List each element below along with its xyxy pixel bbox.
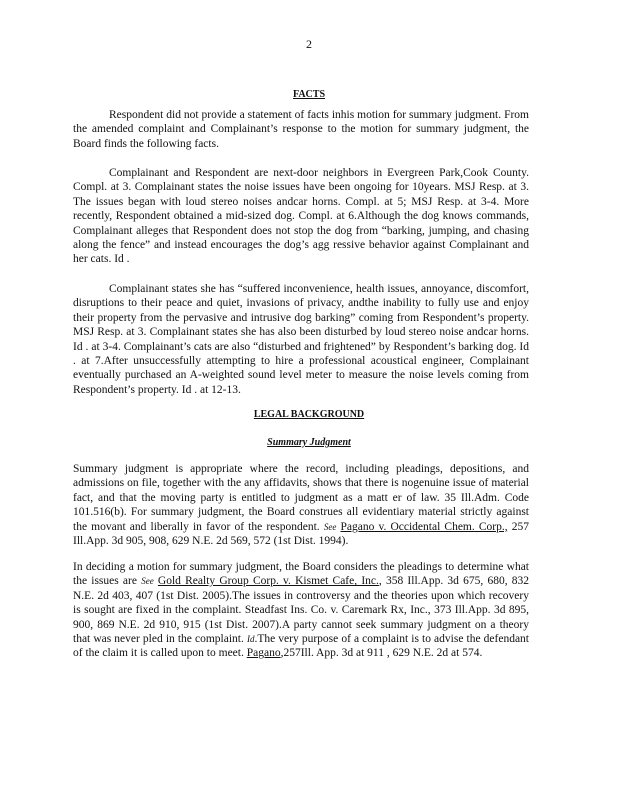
facts-heading	[0, 88, 618, 102]
see-signal: See	[141, 576, 154, 587]
facts-heading-text: FACTS	[292, 89, 326, 100]
page-number: 2	[306, 37, 312, 51]
legal-paragraph-2-text-b: , 358 Ill.App. 3d 675, 680, 832 N.E. 2d 403, 407 (1st Dist. 2005).The issues in controversy and the theories upon which recovery is sought are fixed in the complaint. Steadfast Ins. Co. v. Caremark Rx, Inc., 373 Ill.App. 3d 895, 900, 869 N.E. 2d 910, 915 (1st Dist. 2007).A party cannot seek summary judgment on a theory that was never pled in the complaint.	[73, 575, 530, 646]
facts-paragraph-2: Complainant and Respondent are next-door neighbors in Evergreen Park,Cook County. Compl. at 3. Complainant states the noise issues have been ongoing for 10years. MSJ Resp. at 3. The issues began with loud stereo noises andcar horns. Compl. at 5; MSJ Resp. at 3-4. More recently, Respondent obtained a mid-sized dog. Compl. at 6.Although the dog knows commands, Complainant alleges that Respondent does not stop the dog from “barking, jumping, and chasing along the fence” and instead encourages the dog’s agg ressive behavior against Complainant and her cats. Id .	[73, 167, 529, 266]
case-citation-gold-realty: Gold Realty Group Corp. v. Kismet Cafe, Inc.	[157, 575, 379, 588]
facts-paragraph-1: Respondent did not provide a statement of facts inhis motion for summary judgment. From the amended complaint and Complainant’s response to the motion for summary judgment, the Board finds the following facts.	[73, 109, 529, 150]
legal-paragraph-1	[73, 462, 529, 548]
summary-judgment-heading	[0, 436, 618, 450]
summary-judgment-heading-text: Summary Judgment	[267, 437, 351, 448]
legal-background-heading	[0, 408, 618, 422]
facts-paragraph-3: Complainant states she has “suffered inconvenience, health issues, annoyance, discomfort, disruptions to their peace and quiet, invasions of privacy, andthe inability to fully use and enjoy their property from the pervasive and intrusive dog barking” coming from Respondent’s property. MSJ Resp. at 3. Complainant states she has also been disturbed by loud stereo noise andcar horns. Id . at 3-4. Complainant’s cats are also “disturbed and frightened” by Respondent’s barking dog. Id . at 7.After unsuccessfully attempting to hire a professional acoustical engineer, Complainant eventually purchased an A-weighted sound level meter to measure the noise levels coming from Respondent’s property. Id . at 12-13.	[73, 283, 529, 396]
legal-paragraph-2-text-a: In deciding a motion for summary judgment, the Board considers the pleadings to determine what the issues are	[73, 561, 529, 588]
case-citation-pagano: Pagano v. Occidental Chem. Corp.,	[340, 520, 508, 533]
see-signal: See	[323, 521, 337, 532]
legal-paragraph-2-text-c: .The very purpose of a complaint is to advise the defendant of the claim it is called upon to meet.	[73, 633, 529, 660]
legal-paragraph-2	[73, 560, 529, 661]
legal-paragraph-2-text-d: ,257Ill. App. 3d at 911 , 629 N.E. 2d at 574.	[280, 647, 483, 660]
legal-background-heading-text: LEGAL BACKGROUND	[253, 409, 365, 420]
legal-paragraph-1-text: Summary judgment is appropriate where the record, including pleadings, depositions, and admissions on file, together with the any affidavits, shows that there is nogenuine issue of material fact, and that the moving party is entitled to judgment as a matt er of law. 35 Ill.Adm. Code 101.516(b). For summary judgment, the Board construes all evidentiary material strictly against the movant and liberally in favor of the respondent.	[73, 463, 529, 533]
legal-paragraph-1-citation: 257 Ill.App. 3d 905, 908, 629 N.E. 2d 569, 572 (1st Dist. 1994).	[73, 520, 530, 548]
case-citation-pagano-short: Pagano	[246, 647, 281, 660]
id-signal: Id	[246, 634, 255, 645]
